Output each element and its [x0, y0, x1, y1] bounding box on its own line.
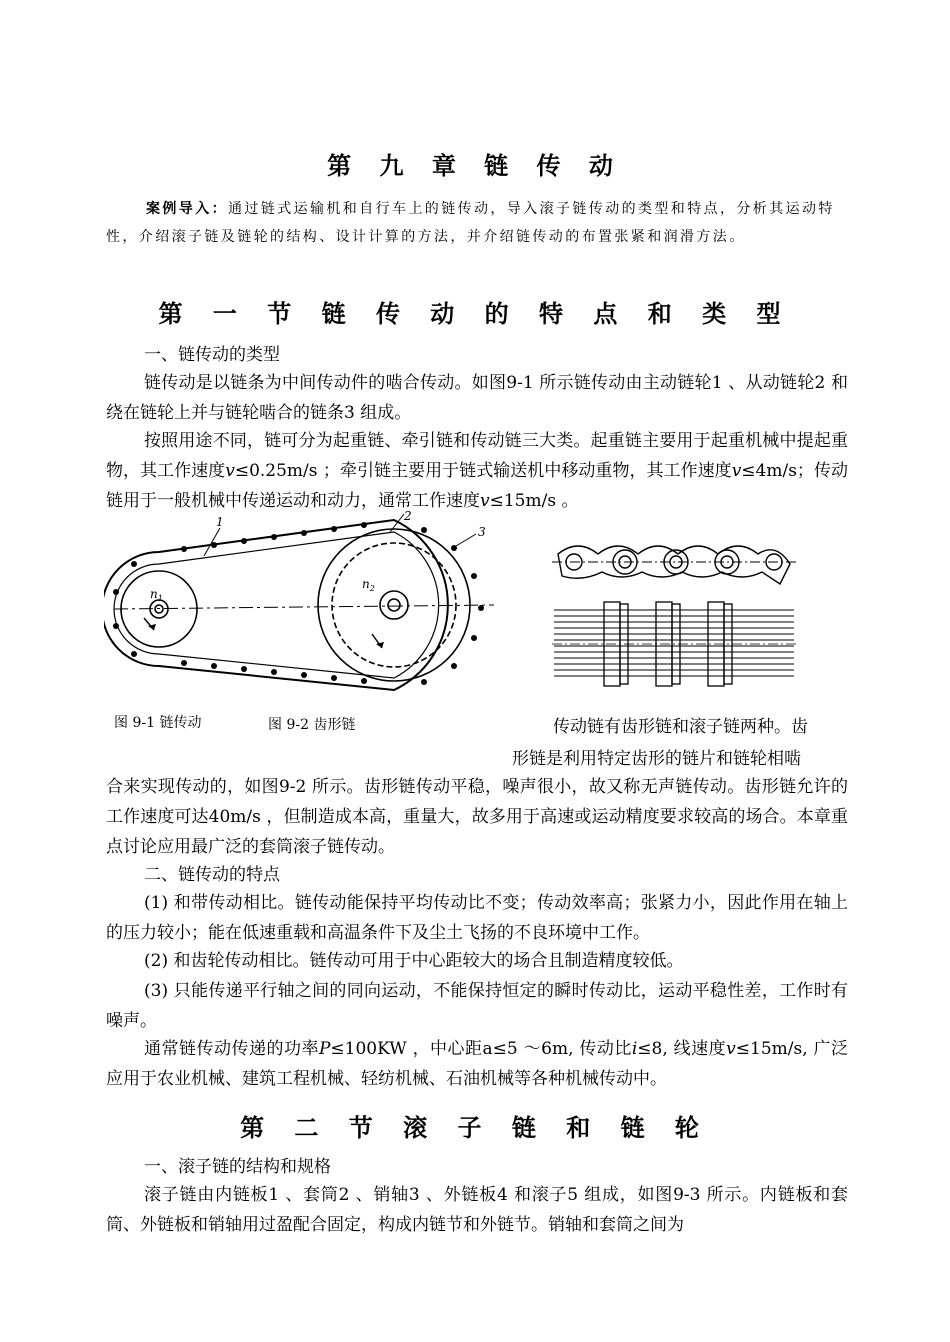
para-application-part-c: ≤8, 线速度 [637, 1039, 727, 1059]
feature-3: (3) 只能传递平行轴之间的同向运动，不能保持恒定的瞬时传动比，运动平稳性差，工作时有噪声。 [106, 981, 848, 1031]
var-v: v [731, 461, 742, 481]
figure-toothed-chain [548, 524, 800, 700]
para-chain-classes-part-a: 按照用途不同，链可分为起重链、牵引链和传动链三大类。起重链主要用于起重机械中提起重物，其工作速度 [106, 431, 848, 481]
chain-outer-path [104, 520, 448, 690]
fig1-caption: 图 9-1 链传动 [114, 715, 202, 731]
feature-1: (1) 和带传动相比。链传动能保持平均传动比不变；传动效率高；张紧力小，因此作用在轴上的压力较小；能在低速重载和高温条件下及尘土飞扬的不良环境中工作。 [106, 893, 848, 943]
chapter-title: 第 九 章 链 传 动 [327, 152, 623, 180]
para-roller-chain-structure: 滚子链由内链板1 、套筒2 、销轴3 、外链板4 和滚子5 组成，如图9-3 所示。内链板和套筒、外链板和销轴用过盈配合固定，构成内链节和外链节。销轴和套筒之间为 [106, 1185, 848, 1235]
para-chain-kinds-line2: 形链是利用特定齿形的链片和链轮相啮 [512, 749, 801, 769]
fig1-label-n1: $n_1$ [150, 587, 163, 603]
fig1-label-n2: $n_2$ [362, 577, 375, 593]
feature-2: (2) 和齿轮传动相比。链传动可用于中心距较大的场合且制造精度较低。 [144, 951, 684, 971]
heading-roller-chain: 一、滚子链的结构和规格 [144, 1157, 331, 1177]
large-sprocket-hub [380, 591, 408, 619]
heading-chain-features: 二、链传动的特点 [144, 865, 280, 885]
chain-inner-path [114, 532, 439, 678]
case-intro [106, 195, 846, 251]
chain-plates-stack [554, 610, 794, 676]
para-chain-kinds-line1: 传动链有齿形链和滚子链两种。齿 [553, 717, 808, 737]
figure-chain-drive [104, 506, 504, 706]
para-chain-classes-part-b: ≤0.25m/s ；牵引链主要用于链式输送机中移动重物，其工作速度 [234, 461, 732, 481]
section1-title: 第 一 节 链 传 动 的 特 点 和 类 型 [158, 300, 792, 328]
chain-plate-profile [558, 546, 790, 584]
para-application-part-d: ≤15m/s, 广泛应用于农业机械、建筑工程机械、轻纺机械、石油机械等各种机械传动中。 [106, 1039, 849, 1089]
fig1-label-3: 3 [478, 525, 486, 539]
para-application [106, 1034, 848, 1094]
para-application-part-a: 通常链传动传递的功率 [144, 1039, 319, 1059]
fig2-caption: 图 9-2 齿形链 [268, 717, 356, 733]
var-v: v [225, 461, 235, 481]
var-i: i [631, 1039, 638, 1059]
heading-chain-types: 一、链传动的类型 [144, 345, 280, 365]
para-chain-classes [106, 426, 848, 516]
para-application-part-b: ≤100KW ，中心距a≤5 ～6m, 传动比 [330, 1039, 632, 1059]
fig1-label-2: 2 [404, 509, 412, 523]
var-v: v [480, 491, 490, 511]
para-chain-kinds-rest: 合来实现传动的，如图9-2 所示。齿形链传动平稳，噪声很小，故又称无声链传动。齿形链允许的工作速度可达40m/s ，但制造成本高，重量大，故多用于高速或运动精度要求较高的场合。本章重点讨论应用最广泛的套筒滚子链传动。 [106, 777, 848, 857]
case-intro-text: 通过链式运输机和自行车上的链传动，导入滚子链传动的类型和特点，分析其运动特性，介绍滚子链及链轮的结构、设计计算的方法，并介绍链传动的布置张紧和润滑方法。 [106, 201, 835, 245]
fig1-label-1: 1 [216, 515, 224, 529]
section2-title: 第 二 节 滚 子 链 和 链 轮 [240, 1114, 710, 1142]
var-v: v [726, 1039, 736, 1059]
para-chain-definition: 链传动是以链条为中间传动件的啮合传动。如图9-1 所示链传动由主动链轮1 、从动链轮2 和绕在链轮上并与链轮啮合的链条3 组成。 [106, 373, 848, 423]
case-intro-label: 案例导入： [146, 201, 228, 217]
var-P: P [318, 1039, 331, 1059]
para-chain-classes-part-c: ≤4m/s；传动链用于一般机械中传递运动和动力，通常工作速度 [106, 461, 848, 511]
para-chain-classes-part-d: ≤15m/s 。 [489, 491, 579, 511]
